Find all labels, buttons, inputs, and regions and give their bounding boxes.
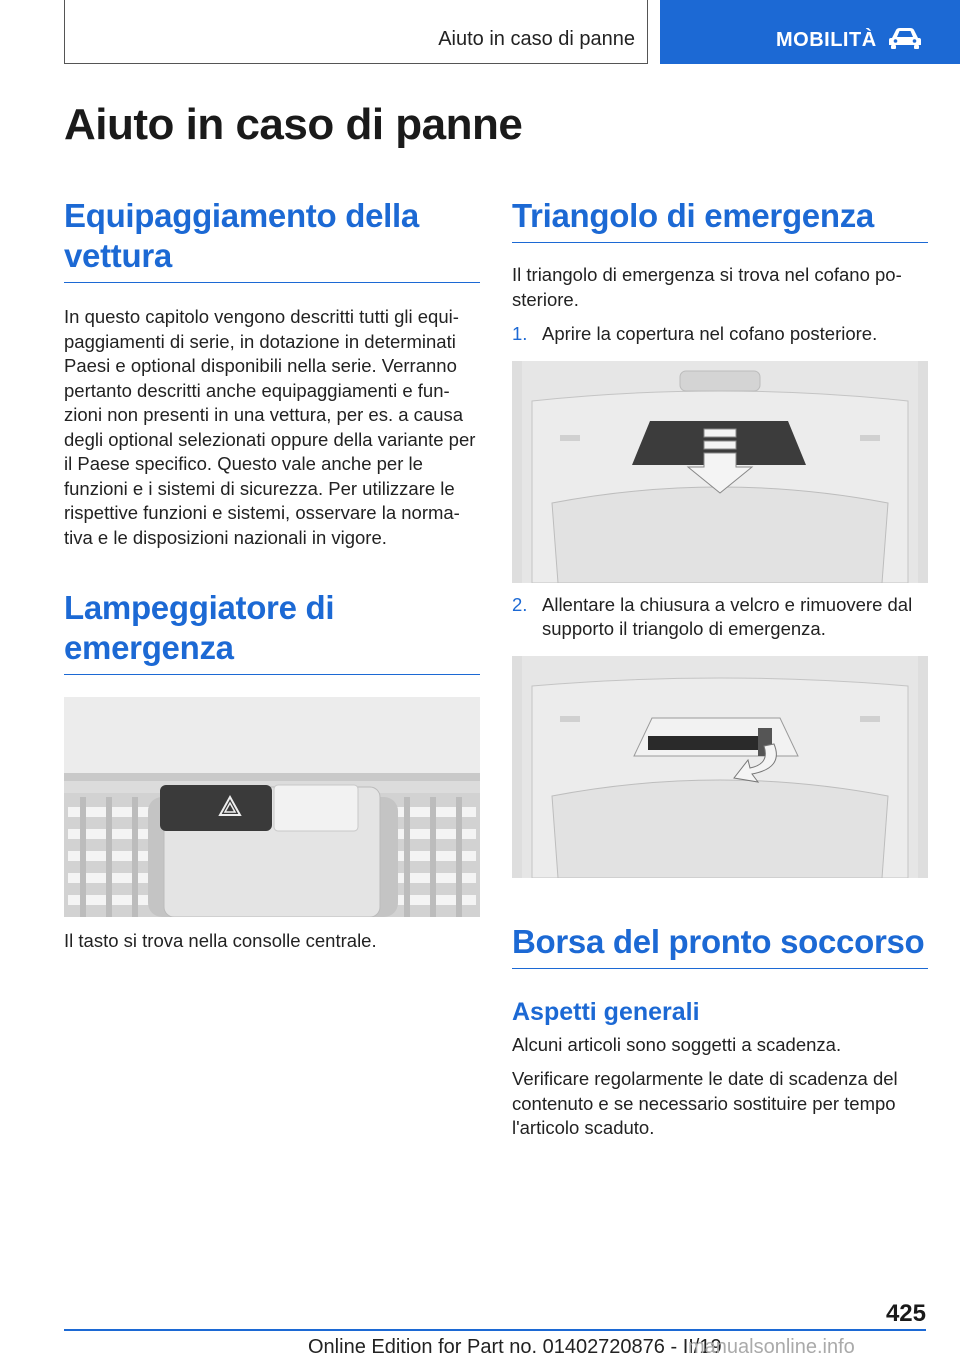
step-1 — [512, 322, 928, 347]
hazard-caption: Il tasto si trova nella consolle centrale. — [64, 930, 377, 951]
step-2 — [512, 593, 928, 642]
hazard-button-image — [64, 697, 480, 917]
triangle-intro: Il triangolo di emergenza si trova nel cofano po-steriore. — [512, 264, 902, 310]
general-subheading: Aspetti generali — [512, 997, 700, 1026]
step-number: 1. — [512, 323, 528, 344]
trunk-cover-image — [512, 361, 928, 583]
left-column — [64, 196, 480, 954]
header-section-tab — [660, 0, 960, 64]
car-icon — [888, 26, 922, 55]
equipment-heading: Equipaggiamento della vettura — [64, 196, 480, 283]
triangle-holder-image — [512, 656, 928, 878]
first-aid-heading: Borsa del pronto soccorso — [512, 922, 928, 969]
triangle-heading: Triangolo di emergenza — [512, 196, 928, 243]
chapter-title: Aiuto in caso di panne — [438, 28, 635, 50]
hazard-heading: Lampeggiatore di emergenza — [64, 588, 480, 675]
header-chapter-box — [64, 0, 648, 64]
step-number: 2. — [512, 593, 528, 615]
page-title: Aiuto in caso di panne — [64, 100, 523, 149]
general-paragraph-2: Verificare regolarmente le date di scadenza del contenuto e se necessario sostituire per tempo l'articolo scaduto. — [512, 1068, 898, 1138]
step-text: Aprire la copertura nel cofano posteriore. — [542, 323, 878, 344]
general-paragraph-1: Alcuni articoli sono soggetti a scadenza. — [512, 1033, 842, 1055]
right-column — [512, 196, 928, 1141]
step-text: Allentare la chiusura a velcro e rimuovere dal supporto il triangolo di emergenza. — [542, 593, 913, 639]
footer-divider — [64, 1329, 926, 1331]
page-number: 425 — [885, 1300, 926, 1327]
watermark: manualsonline.info — [688, 1336, 855, 1358]
footer-edition: Online Edition for Part no. 01402720876 - II/19 — [308, 1336, 722, 1358]
equipment-paragraph: In questo capitolo vengono descritti tutti gli equi-paggiamenti di serie, in dotazione in determinati Paesi e optional disponibili nella serie. Verranno pertanto descritti anche equipaggiamenti e fun-zioni non presenti in una vettura, per es. a causa degli optional selezionati oppure della variante per il Paese specifico. Questo vale anche per le funzioni e i sistemi di sicurezza. Per utilizzare le rispettive funzioni e sistemi, osservare la norma-tiva e le disposizioni nazionali in vigore. — [64, 306, 476, 548]
section-title: MOBILITÀ — [776, 29, 877, 51]
